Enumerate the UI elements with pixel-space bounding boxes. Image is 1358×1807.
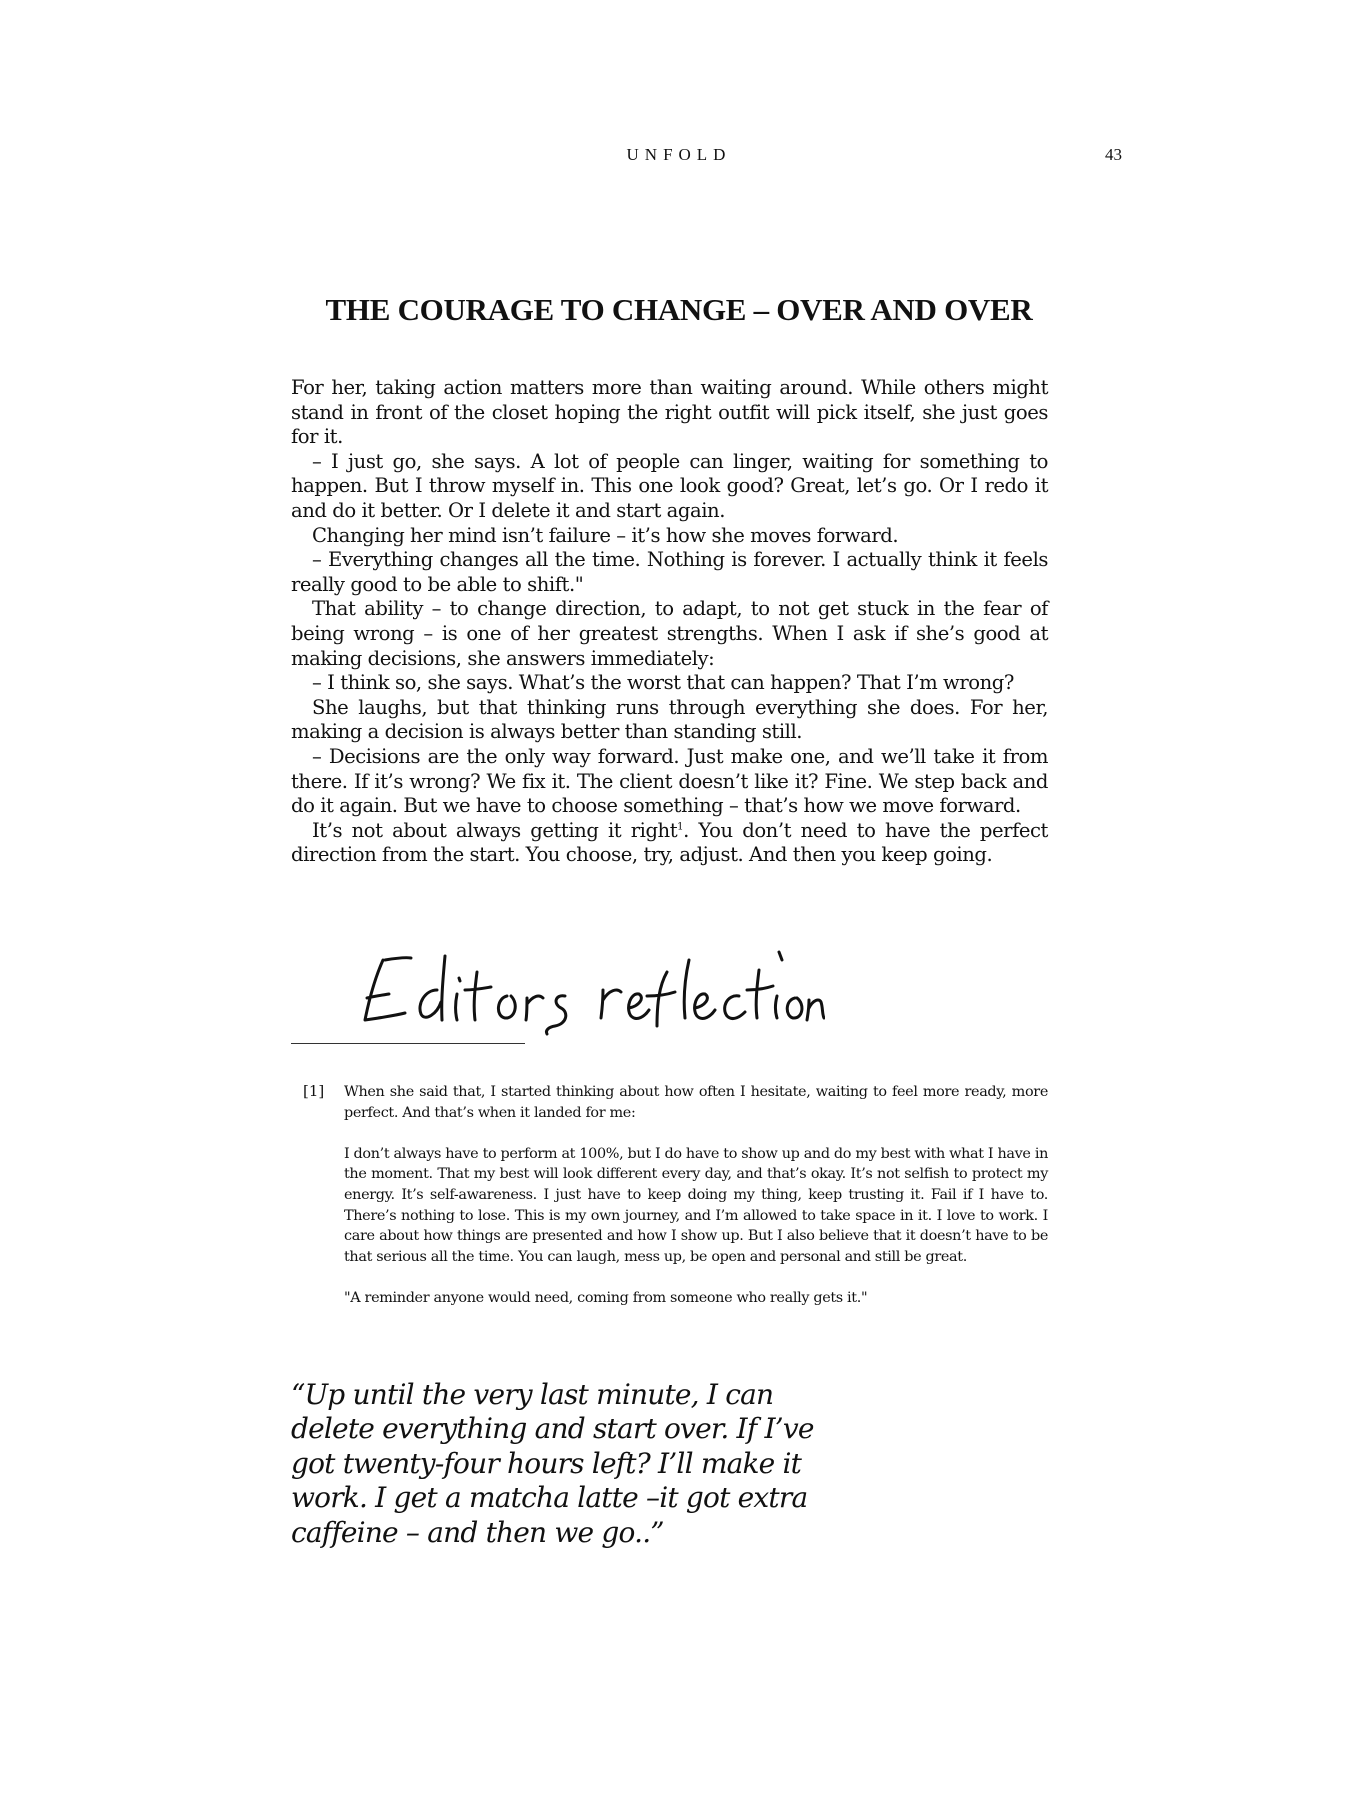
body-paragraph: – Everything changes all the time. Nothing is forever. I actually think it feels really good to be able to shift." [291,548,1048,596]
footnote-marker: [1] [303,1082,325,1100]
page-number: 43 [1105,145,1122,164]
pull-quote-line: work. I get a matcha latte –it got extra [291,1481,808,1515]
footnote-paragraph: "A reminder anyone would need, coming from someone who really gets it." [344,1289,868,1306]
footnote-rule [291,1043,525,1044]
last-paragraph-start: It’s not about always getting it right [312,818,678,842]
pull-quote-line: caffeine – and then we go..” [291,1515,664,1549]
footnote [344,1082,1048,1309]
body-paragraph: She laughs, but that thinking runs through everything she does. For her, making a decision is always better than standing still. [291,695,1048,744]
pull-quote-line: got twenty-four hours left? I’ll make it [291,1446,802,1480]
footnote-reference: 1 [677,821,684,833]
pull-quote-line: “Up until the very last minute, I can [291,1378,774,1411]
footnote-paragraph: When she said that, I started thinking about how often I hesitate, waiting to feel more ready, more perfect. And that’s when it landed for me: [344,1084,1048,1121]
article-title: THE COURAGE TO CHANGE – OVER AND OVER [325,292,1033,327]
footnote-paragraph: I don’t always have to perform at 100%, but I do have to show up and do my best with what I have in the moment. That my best will look different every day, and that’s okay. It’s not selfish to protect my energy. It’s self-awareness. I just have to keep doing my thing, keep trusting it. Fail if I have to. There’s nothing to lose. This is my own journey, and I’m allowed to take space in it. I love to work. I care about how things are presented and how I show up. But I also believe that it doesn’t have to be that serious all the time. You can laugh, mess up, be open and personal and still be great. [344,1145,1048,1265]
running-head: UNFOLD [626,145,732,164]
pull-quote [291,1378,814,1550]
body-paragraph: For her, taking action matters more than waiting around. While others might stand in front of the closet hoping the right outfit will pick itself, she just goes for it. [291,376,1048,449]
article-body [291,376,1048,868]
pull-quote-line: delete everything and start over. If I’ve [291,1412,814,1446]
last-paragraph-end: . You don’t need to have the perfect direction from the start. You choose, try, adjust. And then you keep going. [291,818,1048,867]
body-paragraph-last [291,819,1048,868]
body-paragraph: – Decisions are the only way forward. Just make one, and we’ll take it from there. If it’s wrong? We fix it. The client doesn’t like it? Fine. We step back and do it again. But we have to choose something – that’s how we move forward. [291,744,1048,818]
body-paragraph: Changing her mind isn’t failure – it’s how she moves forward. [312,523,899,547]
body-paragraph: That ability – to change direction, to adapt, to not get stuck in the fear of being wrong – is one of her greatest strengths. When I ask if she’s good at making decisions, she answers immediately: [291,597,1048,670]
editors-reflection-signature [345,938,825,1038]
body-paragraph: – I think so, she says. What’s the worst that can happen? That I’m wrong? [312,671,1014,695]
body-paragraph: – I just go, she says. A lot of people can linger, waiting for something to happen. But I throw myself in. This one look good? Great, let’s go. Or I redo it and do it better. Or I delete it and start again. [291,449,1048,522]
